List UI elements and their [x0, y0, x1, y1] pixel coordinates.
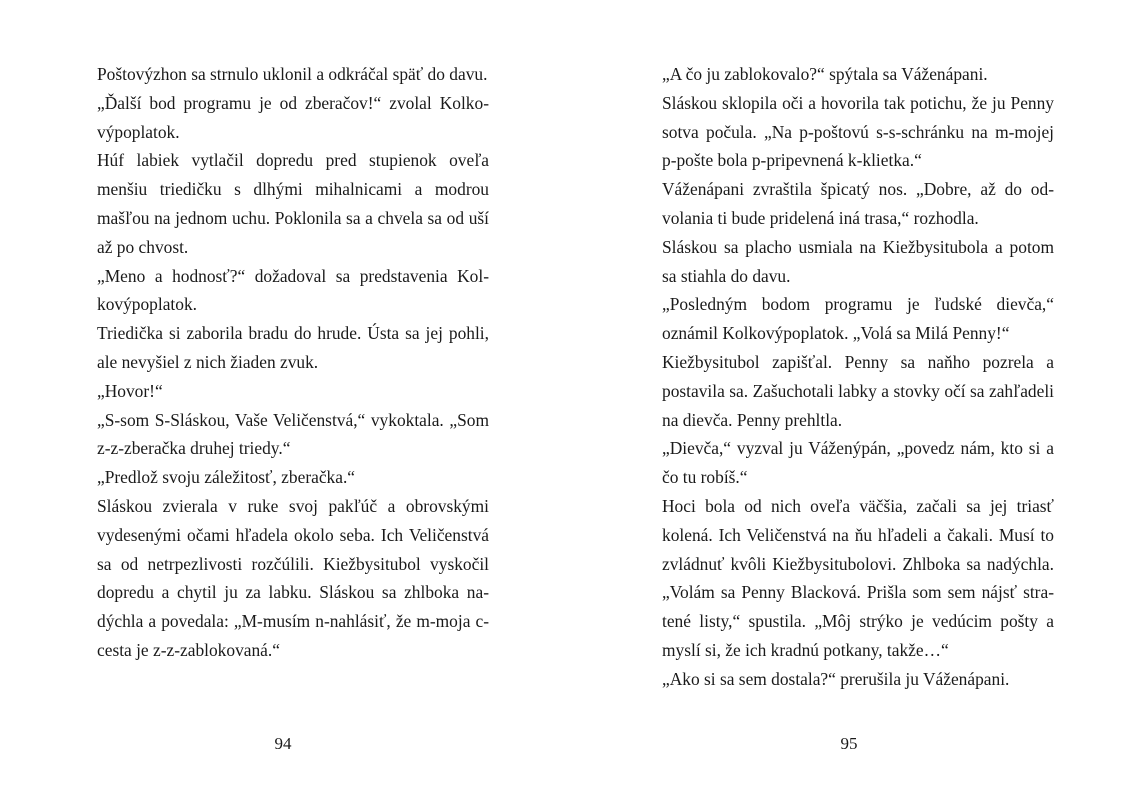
- left-page: [0, 0, 565, 800]
- right-page-text: [662, 60, 1054, 694]
- right-page: [566, 0, 1131, 800]
- left-page-text: [97, 60, 489, 665]
- page-number: 94: [274, 734, 292, 753]
- paragraph: „Dievča,“ vyzval ju Váženýpán, „povedz nám, kto si a čo tu robíš.“: [662, 438, 1054, 488]
- paragraph: Triedička si zaborila bradu do hrude. Ústa sa jej pohli, ale nevyšiel z nich žiaden zvuk.: [97, 323, 489, 372]
- paragraph: Húf labiek vytlačil dopredu pred stupienok oveľa menšiu triedičku s dlhými mihalnicami a modrou mašľou na jednom uchu. Poklonila sa a chvela sa od uší až po chvost.: [97, 150, 489, 257]
- paragraph: „Meno a hodnosť?“ dožadoval sa predstavenia Kolkovýpoplatok.: [97, 265, 489, 315]
- page-number: 95: [840, 734, 858, 753]
- paragraph: Váženápani zvraštila špicatý nos. „Dobre, až do odvolania ti bude pridelená iná trasa,“ rozhodla.: [662, 179, 1054, 228]
- paragraph: Sláskou sa placho usmiala na Kiežbysitubola a potom sa stiahla do davu.: [662, 236, 1054, 286]
- paragraph: „A čo ju zablokovalo?“ spýtala sa Váženápani.: [662, 64, 988, 84]
- paragraph: Hoci bola od nich oveľa väčšia, začali sa jej triasť kolená. Ich Veličenstvá na ňu hľadeli a čakali. Musí to zvládnuť kvôli Kiežbysitubolovi. Zhlboka sa nadýchla. „Volám sa Penny Blacková. Prišla som sem nájsť stratené listy,“ spustila. „Môj strýko je vedúcim pošty a myslí si, že ich kradnú potkany, takže…“: [662, 495, 1054, 660]
- paragraph: Kiežbysitubol zapišťal. Penny sa naňho pozrela a postavila sa. Zašuchotali labky a stovky očí sa zahľadeli na dievča. Penny prehltla.: [662, 351, 1054, 430]
- paragraph: „Posledným bodom programu je ľudské dievča,“ oznámil Kolkovýpoplatok. „Volá sa Milá Penny!“: [662, 294, 1054, 344]
- paragraph: „Hovor!“: [97, 380, 163, 401]
- paragraph: Poštovýzhon sa strnulo uklonil a odkráčal späť do davu.: [97, 64, 488, 84]
- paragraph: „Ako si sa sem dostala?“ prerušila ju Váženápani.: [662, 668, 1010, 689]
- paragraph: „Predlož svoju záležitosť, zberačka.“: [97, 467, 356, 488]
- paragraph: Sláskou sklopila oči a hovorila tak potichu, že ju Penny sotva počula. „Na p-poštovú s-s-schránku na m-mojej p-pošte bola p-pripevnená k-klietka.“: [662, 92, 1054, 171]
- paragraph: Sláskou zvierala v ruke svoj pakľúč a obrovskými vydesenými očami hľadela okolo seba. Ich Veličenstvá sa od netrpezlivosti rozčúlili. Kiežbysitubol vyskočil dopredu a chytil ju za labku. Sláskou sa zhlboka nadýchla a povedala: „M-musím n-nahlásiť, že m-moja c-cesta je z-z-zablokovaná.“: [97, 495, 489, 660]
- paragraph: „S-som S-Sláskou, Vaše Veličenstvá,“ vykoktala. „Som z-z-zberačka druhej triedy.“: [97, 409, 489, 459]
- paragraph: „Ďalší bod programu je od zberačov!“ zvolal Kolkovýpoplatok.: [97, 92, 489, 142]
